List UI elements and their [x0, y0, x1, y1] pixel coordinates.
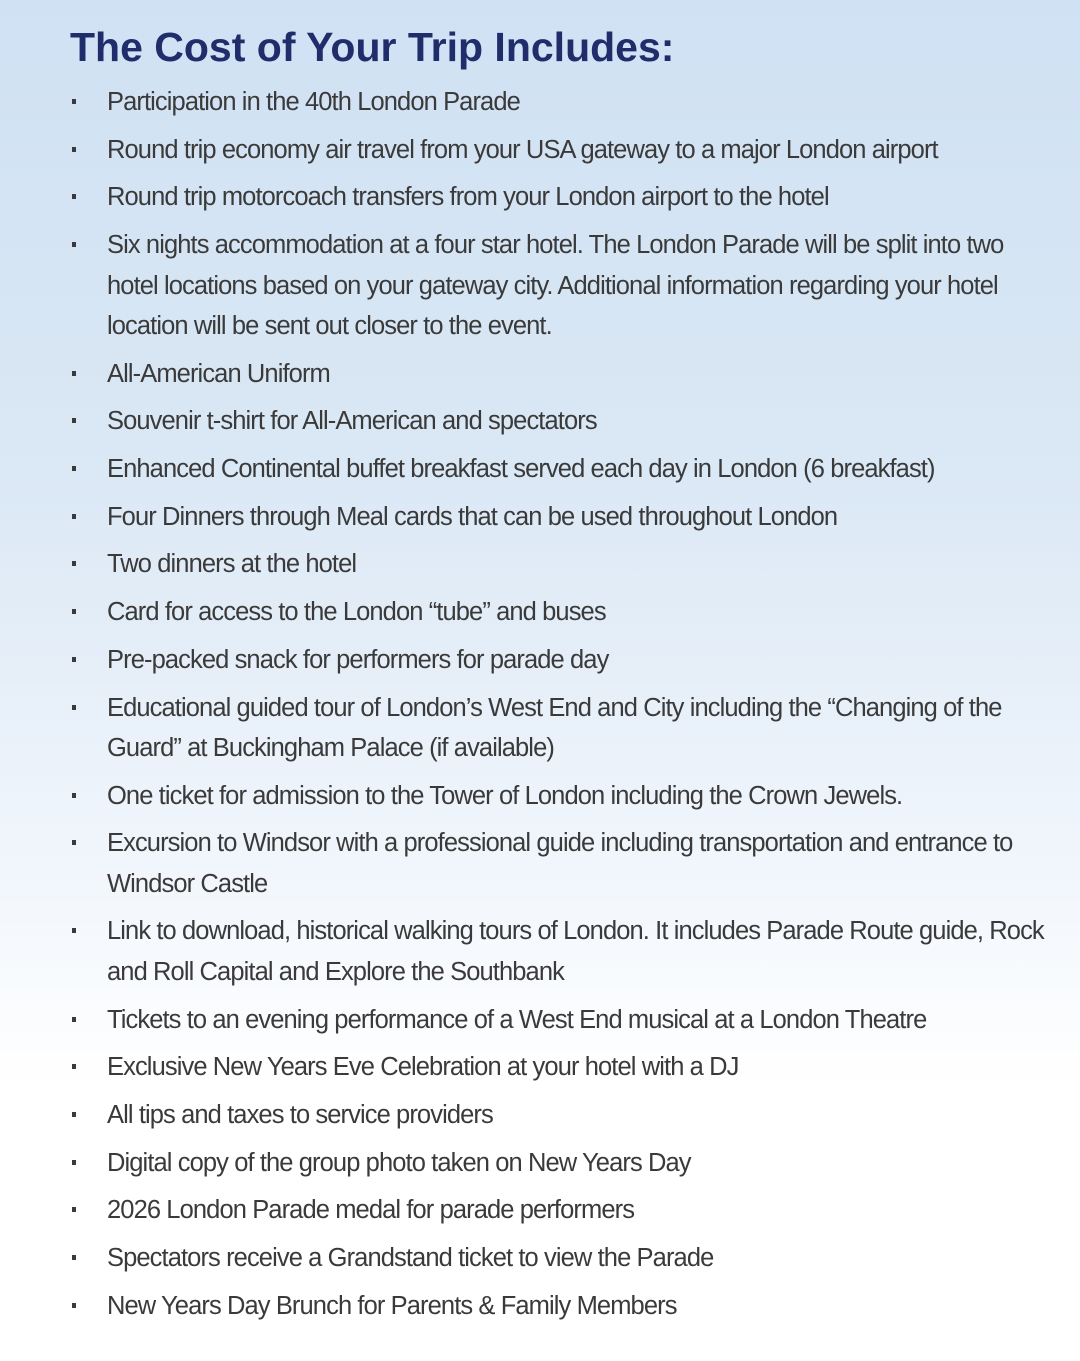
list-item-text: Digital copy of the group photo taken on New Years Day — [107, 1148, 691, 1177]
list-item-text: Educational guided tour of London’s West End and City including the “Changing of the Guard” at Buckingham Palace (if available) — [107, 693, 1002, 762]
list-item — [70, 911, 1044, 992]
list-item-text: Enhanced Continental buffet breakfast served each day in London (6 breakfast) — [107, 455, 935, 484]
inclusions-list — [70, 82, 1044, 1326]
list-item-text: Link to download, historical walking tours of London. It includes Parade Route guide, Rock and Roll Capital and Explore the Southbank — [107, 917, 1044, 986]
list-item-text: Tickets to an evening performance of a West End musical at a London Theatre — [107, 1005, 927, 1034]
list-item-text: All-American Uniform — [107, 359, 330, 388]
page-title: The Cost of Your Trip Includes: — [70, 24, 675, 70]
bullet-icon — [72, 609, 76, 614]
list-item — [70, 449, 1010, 489]
list-item — [70, 823, 1013, 904]
list-item — [70, 1000, 1010, 1040]
list-item-text: Six nights accommodation at a four star hotel. The London Parade will be split into two hotel locations based on your gateway city. Additional information regarding your hotel location will be sent out closer to the event. — [107, 231, 1004, 340]
list-item — [70, 688, 1010, 769]
list-item-text: 2026 London Parade medal for parade performers — [107, 1196, 635, 1225]
list-item-text: Four Dinners through Meal cards that can be used throughout London — [107, 502, 838, 531]
bullet-icon — [72, 1207, 76, 1212]
bullet-icon — [72, 147, 76, 152]
list-item-text: Souvenir t-shirt for All-American and spectators — [107, 407, 597, 436]
bullet-icon — [72, 514, 76, 519]
list-item — [70, 82, 1010, 122]
bullet-icon — [72, 705, 76, 710]
list-item — [70, 497, 1010, 537]
list-item-text: Round trip motorcoach transfers from your London airport to the hotel — [107, 183, 829, 212]
list-item — [70, 354, 1010, 394]
list-item-text: Exclusive New Years Eve Celebration at your hotel with a DJ — [107, 1053, 739, 1082]
list-item-text: Participation in the 40th London Parade — [107, 88, 520, 116]
bullet-icon — [72, 561, 76, 566]
bullet-icon — [72, 793, 76, 798]
list-item — [70, 1047, 1010, 1087]
bullet-icon — [72, 657, 76, 662]
list-item — [70, 1238, 1010, 1278]
list-item-text: Pre-packed snack for performers for parade day — [107, 645, 609, 674]
list-item — [70, 401, 1010, 441]
bullet-icon — [72, 1160, 76, 1165]
list-item-text: Excursion to Windsor with a professional guide including transportation and entrance to Windsor Castle — [107, 829, 1013, 898]
bullet-icon — [72, 1064, 76, 1069]
list-item-text: Two dinners at the hotel — [107, 550, 357, 579]
bullet-icon — [72, 1017, 76, 1022]
bullet-icon — [72, 99, 76, 104]
list-item — [70, 544, 1010, 584]
bullet-icon — [72, 840, 76, 845]
list-item — [70, 592, 1010, 632]
bullet-icon — [72, 1112, 76, 1117]
list-item — [70, 1286, 1010, 1326]
list-item-text: New Years Day Brunch for Parents & Family Members — [107, 1291, 677, 1320]
list-item-text: Round trip economy air travel from your USA gateway to a major London airport — [107, 135, 938, 164]
list-item — [70, 130, 1010, 170]
list-item-text: One ticket for admission to the Tower of London including the Crown Jewels. — [107, 781, 903, 810]
list-item — [70, 177, 1010, 217]
bullet-icon — [72, 466, 76, 471]
list-item — [70, 1143, 1010, 1183]
list-item — [70, 640, 1010, 680]
bullet-icon — [72, 418, 76, 423]
list-item-text: All tips and taxes to service providers — [107, 1100, 493, 1129]
list-item-text: Spectators receive a Grandstand ticket to view the Parade — [107, 1244, 714, 1273]
bullet-icon — [72, 242, 76, 247]
bullet-icon — [72, 371, 76, 376]
list-item — [70, 1190, 1010, 1230]
list-item-text: Card for access to the London “tube” and buses — [107, 598, 606, 627]
bullet-icon — [72, 194, 76, 199]
bullet-icon — [72, 1303, 76, 1308]
bullet-icon — [72, 928, 76, 933]
list-item — [70, 225, 1010, 346]
list-item — [70, 776, 1010, 816]
bullet-icon — [72, 1255, 76, 1260]
list-item — [70, 1095, 1010, 1135]
